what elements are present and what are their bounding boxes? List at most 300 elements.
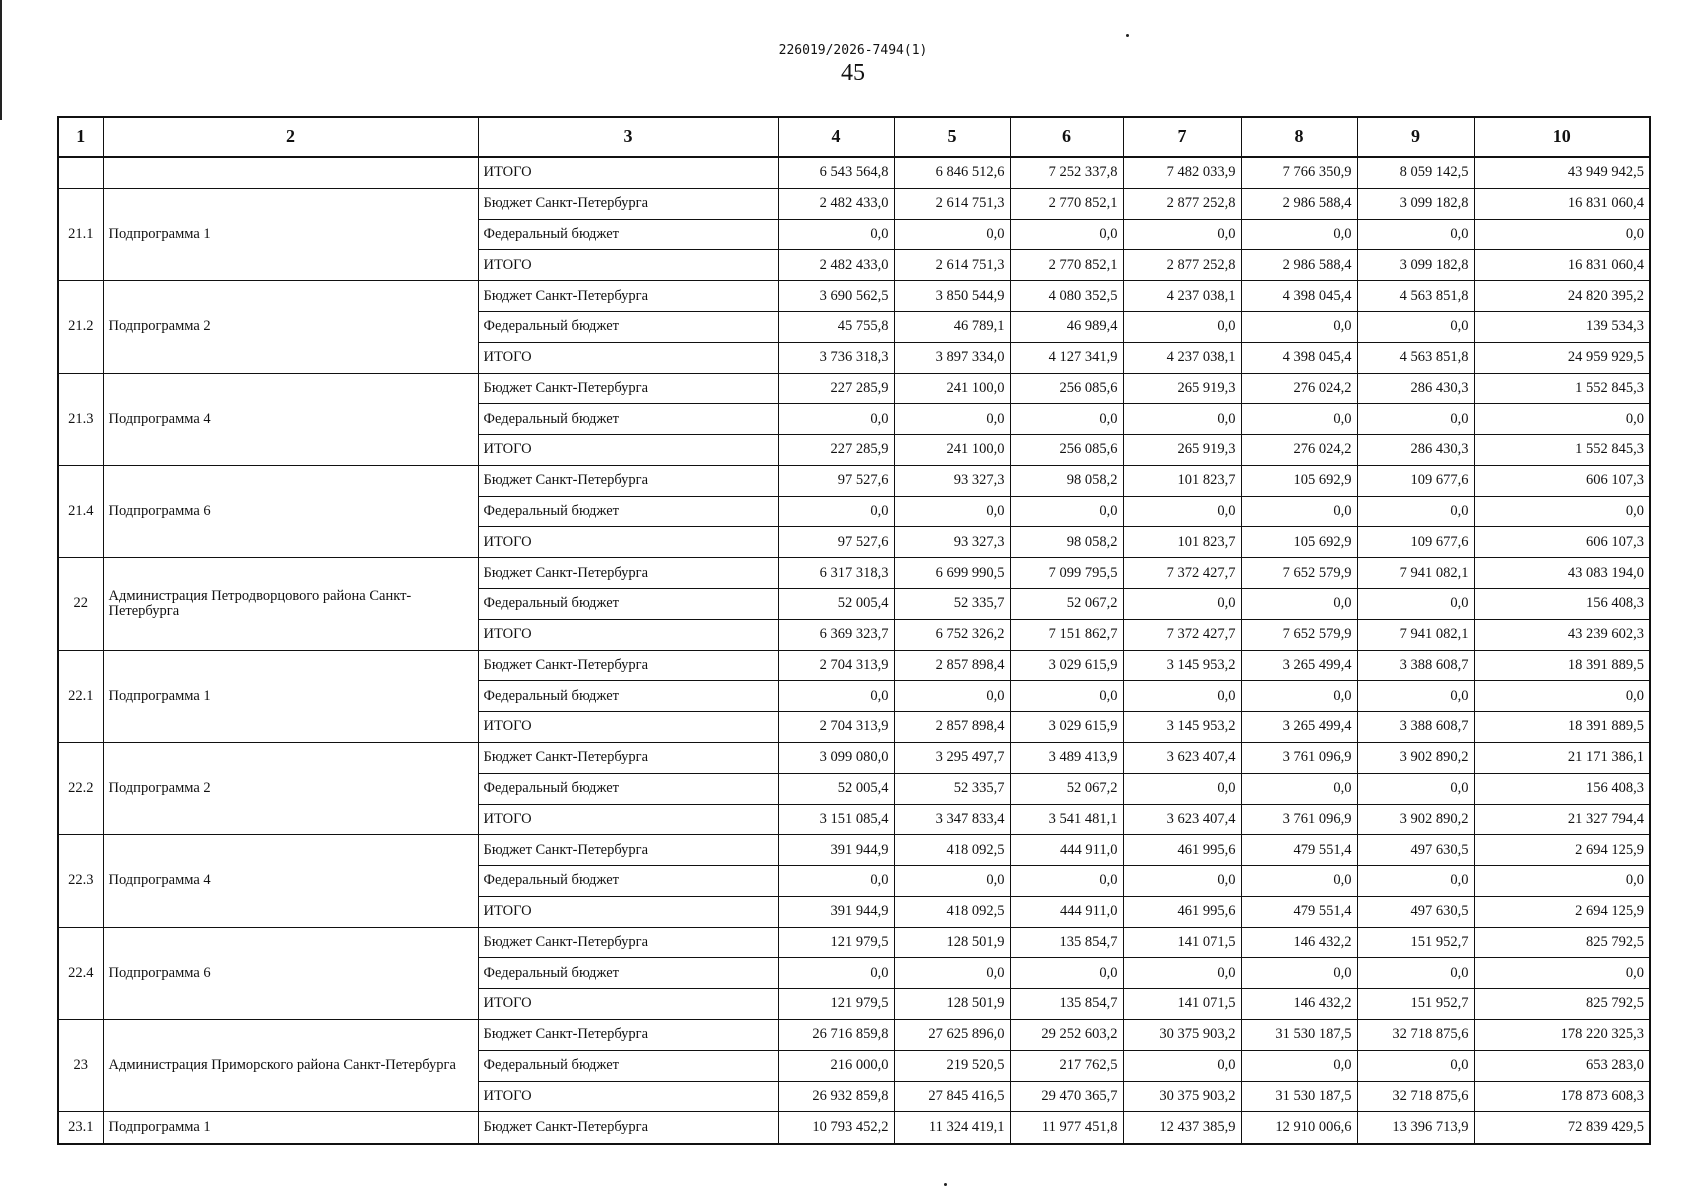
amount-cell: 418 092,5	[894, 835, 1010, 866]
amount-cell: 24 959 929,5	[1474, 342, 1650, 373]
funding-source: ИТОГО	[478, 250, 778, 281]
row-program-name: Подпрограмма 6	[103, 927, 478, 1019]
amount-cell: 72 839 429,5	[1474, 1112, 1650, 1144]
amount-cell: 4 237 038,1	[1123, 281, 1241, 312]
amount-cell: 52 067,2	[1010, 773, 1123, 804]
row-number: 21.3	[58, 373, 103, 465]
amount-cell: 0,0	[1241, 312, 1357, 343]
amount-cell: 2 986 588,4	[1241, 250, 1357, 281]
amount-cell: 1 552 845,3	[1474, 435, 1650, 466]
amount-cell: 2 986 588,4	[1241, 188, 1357, 219]
amount-cell: 30 375 903,2	[1123, 1081, 1241, 1112]
amount-cell: 0,0	[894, 958, 1010, 989]
funding-source: Бюджет Санкт-Петербурга	[478, 927, 778, 958]
funding-source: Бюджет Санкт-Петербурга	[478, 650, 778, 681]
amount-cell: 0,0	[1123, 1050, 1241, 1081]
table-row	[58, 558, 1650, 589]
amount-cell: 29 470 365,7	[1010, 1081, 1123, 1112]
amount-cell: 4 398 045,4	[1241, 342, 1357, 373]
column-header-10: 10	[1474, 117, 1650, 157]
row-number: 22	[58, 558, 103, 650]
row-program-name: Подпрограмма 1	[103, 188, 478, 280]
amount-cell: 3 145 953,2	[1123, 650, 1241, 681]
amount-cell: 7 252 337,8	[1010, 157, 1123, 189]
amount-cell: 6 317 318,3	[778, 558, 894, 589]
column-header-1: 1	[58, 117, 103, 157]
funding-source: Федеральный бюджет	[478, 312, 778, 343]
funding-source: Бюджет Санкт-Петербурга	[478, 558, 778, 589]
amount-cell: 0,0	[1241, 1050, 1357, 1081]
column-header-4: 4	[778, 117, 894, 157]
amount-cell: 286 430,3	[1357, 435, 1474, 466]
funding-source: ИТОГО	[478, 896, 778, 927]
amount-cell: 101 823,7	[1123, 465, 1241, 496]
amount-cell: 3 099 080,0	[778, 742, 894, 773]
amount-cell: 0,0	[1241, 589, 1357, 620]
page-number: 45	[841, 60, 865, 86]
column-header-9: 9	[1357, 117, 1474, 157]
amount-cell: 178 220 325,3	[1474, 1019, 1650, 1050]
row-number: 21.1	[58, 188, 103, 280]
amount-cell: 0,0	[1357, 219, 1474, 250]
amount-cell: 32 718 875,6	[1357, 1019, 1474, 1050]
funding-source: Бюджет Санкт-Петербурга	[478, 1112, 778, 1144]
amount-cell: 52 335,7	[894, 589, 1010, 620]
amount-cell: 0,0	[1123, 589, 1241, 620]
amount-cell: 286 430,3	[1357, 373, 1474, 404]
amount-cell: 0,0	[1357, 312, 1474, 343]
amount-cell: 3 029 615,9	[1010, 650, 1123, 681]
amount-cell: 6 846 512,6	[894, 157, 1010, 189]
amount-cell: 3 690 562,5	[778, 281, 894, 312]
amount-cell: 3 151 085,4	[778, 804, 894, 835]
row-program-name: Подпрограмма 1	[103, 650, 478, 742]
amount-cell: 3 388 608,7	[1357, 650, 1474, 681]
amount-cell: 6 543 564,8	[778, 157, 894, 189]
amount-cell: 0,0	[1241, 219, 1357, 250]
funding-source: Бюджет Санкт-Петербурга	[478, 835, 778, 866]
amount-cell: 497 630,5	[1357, 835, 1474, 866]
amount-cell: 3 145 953,2	[1123, 712, 1241, 743]
amount-cell: 0,0	[1010, 496, 1123, 527]
table-row	[58, 1112, 1650, 1144]
funding-source: Бюджет Санкт-Петербурга	[478, 188, 778, 219]
amount-cell: 0,0	[778, 404, 894, 435]
amount-cell: 139 534,3	[1474, 312, 1650, 343]
amount-cell: 16 831 060,4	[1474, 250, 1650, 281]
amount-cell: 4 563 851,8	[1357, 342, 1474, 373]
amount-cell: 3 902 890,2	[1357, 742, 1474, 773]
funding-source: Федеральный бюджет	[478, 681, 778, 712]
amount-cell: 6 369 323,7	[778, 619, 894, 650]
amount-cell: 30 375 903,2	[1123, 1019, 1241, 1050]
funding-source: Федеральный бюджет	[478, 496, 778, 527]
amount-cell: 4 127 341,9	[1010, 342, 1123, 373]
scan-speck	[944, 1183, 947, 1186]
amount-cell: 0,0	[778, 958, 894, 989]
table-header-row	[58, 117, 1650, 157]
funding-source: ИТОГО	[478, 342, 778, 373]
amount-cell: 0,0	[894, 866, 1010, 897]
amount-cell: 52 335,7	[894, 773, 1010, 804]
table-body	[58, 117, 1650, 1144]
amount-cell: 391 944,9	[778, 835, 894, 866]
amount-cell: 7 372 427,7	[1123, 558, 1241, 589]
row-program-name: Администрация Приморского района Санкт-Петербурга	[103, 1019, 478, 1111]
amount-cell: 128 501,9	[894, 927, 1010, 958]
amount-cell: 0,0	[1123, 773, 1241, 804]
amount-cell: 2 482 433,0	[778, 188, 894, 219]
table-row	[58, 927, 1650, 958]
amount-cell: 2 614 751,3	[894, 188, 1010, 219]
amount-cell: 0,0	[1010, 681, 1123, 712]
amount-cell: 3 761 096,9	[1241, 742, 1357, 773]
amount-cell: 135 854,7	[1010, 927, 1123, 958]
funding-source: Федеральный бюджет	[478, 404, 778, 435]
funding-source: Бюджет Санкт-Петербурга	[478, 465, 778, 496]
funding-source: ИТОГО	[478, 619, 778, 650]
amount-cell: 219 520,5	[894, 1050, 1010, 1081]
amount-cell: 146 432,2	[1241, 989, 1357, 1020]
funding-source: Федеральный бюджет	[478, 589, 778, 620]
amount-cell: 0,0	[1123, 219, 1241, 250]
row-program-name: Подпрограмма 2	[103, 742, 478, 834]
amount-cell: 2 857 898,4	[894, 712, 1010, 743]
amount-cell: 16 831 060,4	[1474, 188, 1650, 219]
row-program-name: Подпрограмма 6	[103, 465, 478, 557]
column-header-6: 6	[1010, 117, 1123, 157]
row-program-name: Администрация Петродворцового района Санкт-Петербурга	[103, 558, 478, 650]
amount-cell: 27 845 416,5	[894, 1081, 1010, 1112]
amount-cell: 128 501,9	[894, 989, 1010, 1020]
column-header-8: 8	[1241, 117, 1357, 157]
amount-cell: 216 000,0	[778, 1050, 894, 1081]
amount-cell: 2 704 313,9	[778, 712, 894, 743]
funding-source: Бюджет Санкт-Петербурга	[478, 742, 778, 773]
amount-cell: 0,0	[1241, 773, 1357, 804]
amount-cell: 606 107,3	[1474, 527, 1650, 558]
amount-cell: 0,0	[1474, 404, 1650, 435]
funding-source: ИТОГО	[478, 157, 778, 189]
amount-cell: 0,0	[1241, 866, 1357, 897]
amount-cell: 151 952,7	[1357, 927, 1474, 958]
amount-cell: 24 820 395,2	[1474, 281, 1650, 312]
amount-cell: 0,0	[1123, 312, 1241, 343]
amount-cell: 3 347 833,4	[894, 804, 1010, 835]
amount-cell: 3 623 407,4	[1123, 742, 1241, 773]
amount-cell: 43 949 942,5	[1474, 157, 1650, 189]
amount-cell: 156 408,3	[1474, 773, 1650, 804]
funding-source: ИТОГО	[478, 989, 778, 1020]
funding-source: Бюджет Санкт-Петербурга	[478, 281, 778, 312]
amount-cell: 0,0	[894, 404, 1010, 435]
amount-cell: 461 995,6	[1123, 835, 1241, 866]
amount-cell: 0,0	[1241, 496, 1357, 527]
amount-cell: 2 694 125,9	[1474, 835, 1650, 866]
amount-cell: 3 099 182,8	[1357, 250, 1474, 281]
amount-cell: 3 541 481,1	[1010, 804, 1123, 835]
amount-cell: 121 979,5	[778, 989, 894, 1020]
amount-cell: 6 699 990,5	[894, 558, 1010, 589]
amount-cell: 0,0	[1357, 1050, 1474, 1081]
amount-cell: 825 792,5	[1474, 927, 1650, 958]
column-header-3: 3	[478, 117, 778, 157]
amount-cell: 217 762,5	[1010, 1050, 1123, 1081]
amount-cell: 241 100,0	[894, 373, 1010, 404]
amount-cell: 0,0	[1123, 404, 1241, 435]
table-row	[58, 465, 1650, 496]
row-program-name: Подпрограмма 4	[103, 373, 478, 465]
amount-cell: 0,0	[1357, 958, 1474, 989]
row-number: 22.3	[58, 835, 103, 927]
amount-cell: 121 979,5	[778, 927, 894, 958]
amount-cell: 31 530 187,5	[1241, 1081, 1357, 1112]
amount-cell: 1 552 845,3	[1474, 373, 1650, 404]
amount-cell: 52 005,4	[778, 589, 894, 620]
amount-cell: 7 941 082,1	[1357, 558, 1474, 589]
amount-cell: 3 295 497,7	[894, 742, 1010, 773]
row-program-name: Подпрограмма 1	[103, 1112, 478, 1144]
amount-cell: 98 058,2	[1010, 465, 1123, 496]
amount-cell: 18 391 889,5	[1474, 712, 1650, 743]
amount-cell: 43 239 602,3	[1474, 619, 1650, 650]
row-number: 21.4	[58, 465, 103, 557]
amount-cell: 444 911,0	[1010, 896, 1123, 927]
amount-cell: 3 265 499,4	[1241, 712, 1357, 743]
amount-cell: 109 677,6	[1357, 465, 1474, 496]
amount-cell: 3 897 334,0	[894, 342, 1010, 373]
amount-cell: 97 527,6	[778, 465, 894, 496]
amount-cell: 3 388 608,7	[1357, 712, 1474, 743]
amount-cell: 0,0	[1474, 219, 1650, 250]
funding-source: Бюджет Санкт-Петербурга	[478, 1019, 778, 1050]
amount-cell: 7 766 350,9	[1241, 157, 1357, 189]
row-number: 23.1	[58, 1112, 103, 1144]
amount-cell: 0,0	[1474, 681, 1650, 712]
amount-cell: 29 252 603,2	[1010, 1019, 1123, 1050]
amount-cell: 7 482 033,9	[1123, 157, 1241, 189]
amount-cell: 4 563 851,8	[1357, 281, 1474, 312]
amount-cell: 825 792,5	[1474, 989, 1650, 1020]
amount-cell: 109 677,6	[1357, 527, 1474, 558]
amount-cell: 3 761 096,9	[1241, 804, 1357, 835]
column-header-5: 5	[894, 117, 1010, 157]
funding-source: ИТОГО	[478, 804, 778, 835]
amount-cell: 0,0	[1357, 589, 1474, 620]
amount-cell: 0,0	[1123, 958, 1241, 989]
amount-cell: 151 952,7	[1357, 989, 1474, 1020]
funding-source: Федеральный бюджет	[478, 773, 778, 804]
funding-source: Федеральный бюджет	[478, 1050, 778, 1081]
amount-cell: 0,0	[1357, 866, 1474, 897]
table-row	[58, 835, 1650, 866]
row-number: 22.2	[58, 742, 103, 834]
row-program-name: Подпрограмма 4	[103, 835, 478, 927]
amount-cell: 11 977 451,8	[1010, 1112, 1123, 1144]
amount-cell: 2 857 898,4	[894, 650, 1010, 681]
amount-cell: 0,0	[1241, 958, 1357, 989]
amount-cell: 444 911,0	[1010, 835, 1123, 866]
table-row	[58, 373, 1650, 404]
amount-cell: 93 327,3	[894, 465, 1010, 496]
amount-cell: 141 071,5	[1123, 927, 1241, 958]
amount-cell: 7 099 795,5	[1010, 558, 1123, 589]
amount-cell: 276 024,2	[1241, 435, 1357, 466]
amount-cell: 6 752 326,2	[894, 619, 1010, 650]
amount-cell: 0,0	[1010, 866, 1123, 897]
funding-source: ИТОГО	[478, 1081, 778, 1112]
amount-cell: 178 873 608,3	[1474, 1081, 1650, 1112]
amount-cell: 0,0	[1474, 958, 1650, 989]
amount-cell: 135 854,7	[1010, 989, 1123, 1020]
amount-cell: 653 283,0	[1474, 1050, 1650, 1081]
amount-cell: 0,0	[894, 219, 1010, 250]
row-program-name: Подпрограмма 2	[103, 281, 478, 373]
amount-cell: 21 327 794,4	[1474, 804, 1650, 835]
amount-cell: 12 437 385,9	[1123, 1112, 1241, 1144]
amount-cell: 11 324 419,1	[894, 1112, 1010, 1144]
amount-cell: 98 058,2	[1010, 527, 1123, 558]
row-number	[58, 157, 103, 189]
amount-cell: 27 625 896,0	[894, 1019, 1010, 1050]
amount-cell: 265 919,3	[1123, 435, 1241, 466]
amount-cell: 101 823,7	[1123, 527, 1241, 558]
table-row	[58, 281, 1650, 312]
funding-source: Федеральный бюджет	[478, 219, 778, 250]
amount-cell: 0,0	[1474, 866, 1650, 897]
amount-cell: 391 944,9	[778, 896, 894, 927]
amount-cell: 31 530 187,5	[1241, 1019, 1357, 1050]
amount-cell: 418 092,5	[894, 896, 1010, 927]
amount-cell: 256 085,6	[1010, 373, 1123, 404]
amount-cell: 7 151 862,7	[1010, 619, 1123, 650]
amount-cell: 497 630,5	[1357, 896, 1474, 927]
amount-cell: 2 704 313,9	[778, 650, 894, 681]
amount-cell: 2 877 252,8	[1123, 250, 1241, 281]
amount-cell: 227 285,9	[778, 435, 894, 466]
amount-cell: 0,0	[1123, 496, 1241, 527]
amount-cell: 0,0	[1357, 773, 1474, 804]
amount-cell: 45 755,8	[778, 312, 894, 343]
amount-cell: 105 692,9	[1241, 527, 1357, 558]
funding-source: Бюджет Санкт-Петербурга	[478, 373, 778, 404]
funding-source: Федеральный бюджет	[478, 866, 778, 897]
amount-cell: 4 237 038,1	[1123, 342, 1241, 373]
amount-cell: 156 408,3	[1474, 589, 1650, 620]
amount-cell: 241 100,0	[894, 435, 1010, 466]
amount-cell: 2 877 252,8	[1123, 188, 1241, 219]
table-row	[58, 742, 1650, 773]
funding-source: ИТОГО	[478, 527, 778, 558]
amount-cell: 461 995,6	[1123, 896, 1241, 927]
amount-cell: 13 396 713,9	[1357, 1112, 1474, 1144]
amount-cell: 2 694 125,9	[1474, 896, 1650, 927]
amount-cell: 0,0	[894, 681, 1010, 712]
amount-cell: 2 482 433,0	[778, 250, 894, 281]
amount-cell: 146 432,2	[1241, 927, 1357, 958]
amount-cell: 46 789,1	[894, 312, 1010, 343]
amount-cell: 26 932 859,8	[778, 1081, 894, 1112]
row-number: 21.2	[58, 281, 103, 373]
amount-cell: 0,0	[778, 681, 894, 712]
amount-cell: 3 029 615,9	[1010, 712, 1123, 743]
amount-cell: 3 902 890,2	[1357, 804, 1474, 835]
amount-cell: 0,0	[778, 496, 894, 527]
amount-cell: 3 850 544,9	[894, 281, 1010, 312]
amount-cell: 7 372 427,7	[1123, 619, 1241, 650]
amount-cell: 10 793 452,2	[778, 1112, 894, 1144]
amount-cell: 0,0	[778, 866, 894, 897]
amount-cell: 0,0	[1357, 496, 1474, 527]
amount-cell: 3 265 499,4	[1241, 650, 1357, 681]
amount-cell: 479 551,4	[1241, 835, 1357, 866]
amount-cell: 0,0	[894, 496, 1010, 527]
amount-cell: 7 652 579,9	[1241, 558, 1357, 589]
amount-cell: 2 770 852,1	[1010, 188, 1123, 219]
amount-cell: 52 067,2	[1010, 589, 1123, 620]
amount-cell: 4 398 045,4	[1241, 281, 1357, 312]
table-row	[58, 157, 1650, 189]
amount-cell: 276 024,2	[1241, 373, 1357, 404]
column-header-2: 2	[103, 117, 478, 157]
amount-cell: 2 770 852,1	[1010, 250, 1123, 281]
amount-cell: 0,0	[1123, 681, 1241, 712]
amount-cell: 3 736 318,3	[778, 342, 894, 373]
amount-cell: 479 551,4	[1241, 896, 1357, 927]
amount-cell: 256 085,6	[1010, 435, 1123, 466]
amount-cell: 18 391 889,5	[1474, 650, 1650, 681]
amount-cell: 3 099 182,8	[1357, 188, 1474, 219]
amount-cell: 0,0	[1357, 681, 1474, 712]
amount-cell: 0,0	[1010, 219, 1123, 250]
amount-cell: 265 919,3	[1123, 373, 1241, 404]
row-number: 22.1	[58, 650, 103, 742]
amount-cell: 0,0	[1123, 866, 1241, 897]
amount-cell: 0,0	[1474, 496, 1650, 527]
scan-speck	[1126, 34, 1129, 37]
amount-cell: 0,0	[1357, 404, 1474, 435]
amount-cell: 606 107,3	[1474, 465, 1650, 496]
amount-cell: 105 692,9	[1241, 465, 1357, 496]
amount-cell: 21 171 386,1	[1474, 742, 1650, 773]
amount-cell: 8 059 142,5	[1357, 157, 1474, 189]
amount-cell: 26 716 859,8	[778, 1019, 894, 1050]
amount-cell: 7 941 082,1	[1357, 619, 1474, 650]
amount-cell: 3 489 413,9	[1010, 742, 1123, 773]
amount-cell: 52 005,4	[778, 773, 894, 804]
amount-cell: 0,0	[1241, 681, 1357, 712]
table-row	[58, 188, 1650, 219]
amount-cell: 46 989,4	[1010, 312, 1123, 343]
amount-cell: 0,0	[1010, 958, 1123, 989]
amount-cell: 12 910 006,6	[1241, 1112, 1357, 1144]
row-number: 22.4	[58, 927, 103, 1019]
amount-cell: 3 623 407,4	[1123, 804, 1241, 835]
amount-cell: 0,0	[1010, 404, 1123, 435]
amount-cell: 32 718 875,6	[1357, 1081, 1474, 1112]
amount-cell: 227 285,9	[778, 373, 894, 404]
row-program-name	[103, 157, 478, 189]
funding-source: ИТОГО	[478, 435, 778, 466]
amount-cell: 93 327,3	[894, 527, 1010, 558]
funding-source: ИТОГО	[478, 712, 778, 743]
budget-table	[57, 116, 1651, 1145]
amount-cell: 0,0	[1241, 404, 1357, 435]
table-row	[58, 1019, 1650, 1050]
amount-cell: 97 527,6	[778, 527, 894, 558]
column-header-7: 7	[1123, 117, 1241, 157]
amount-cell: 4 080 352,5	[1010, 281, 1123, 312]
